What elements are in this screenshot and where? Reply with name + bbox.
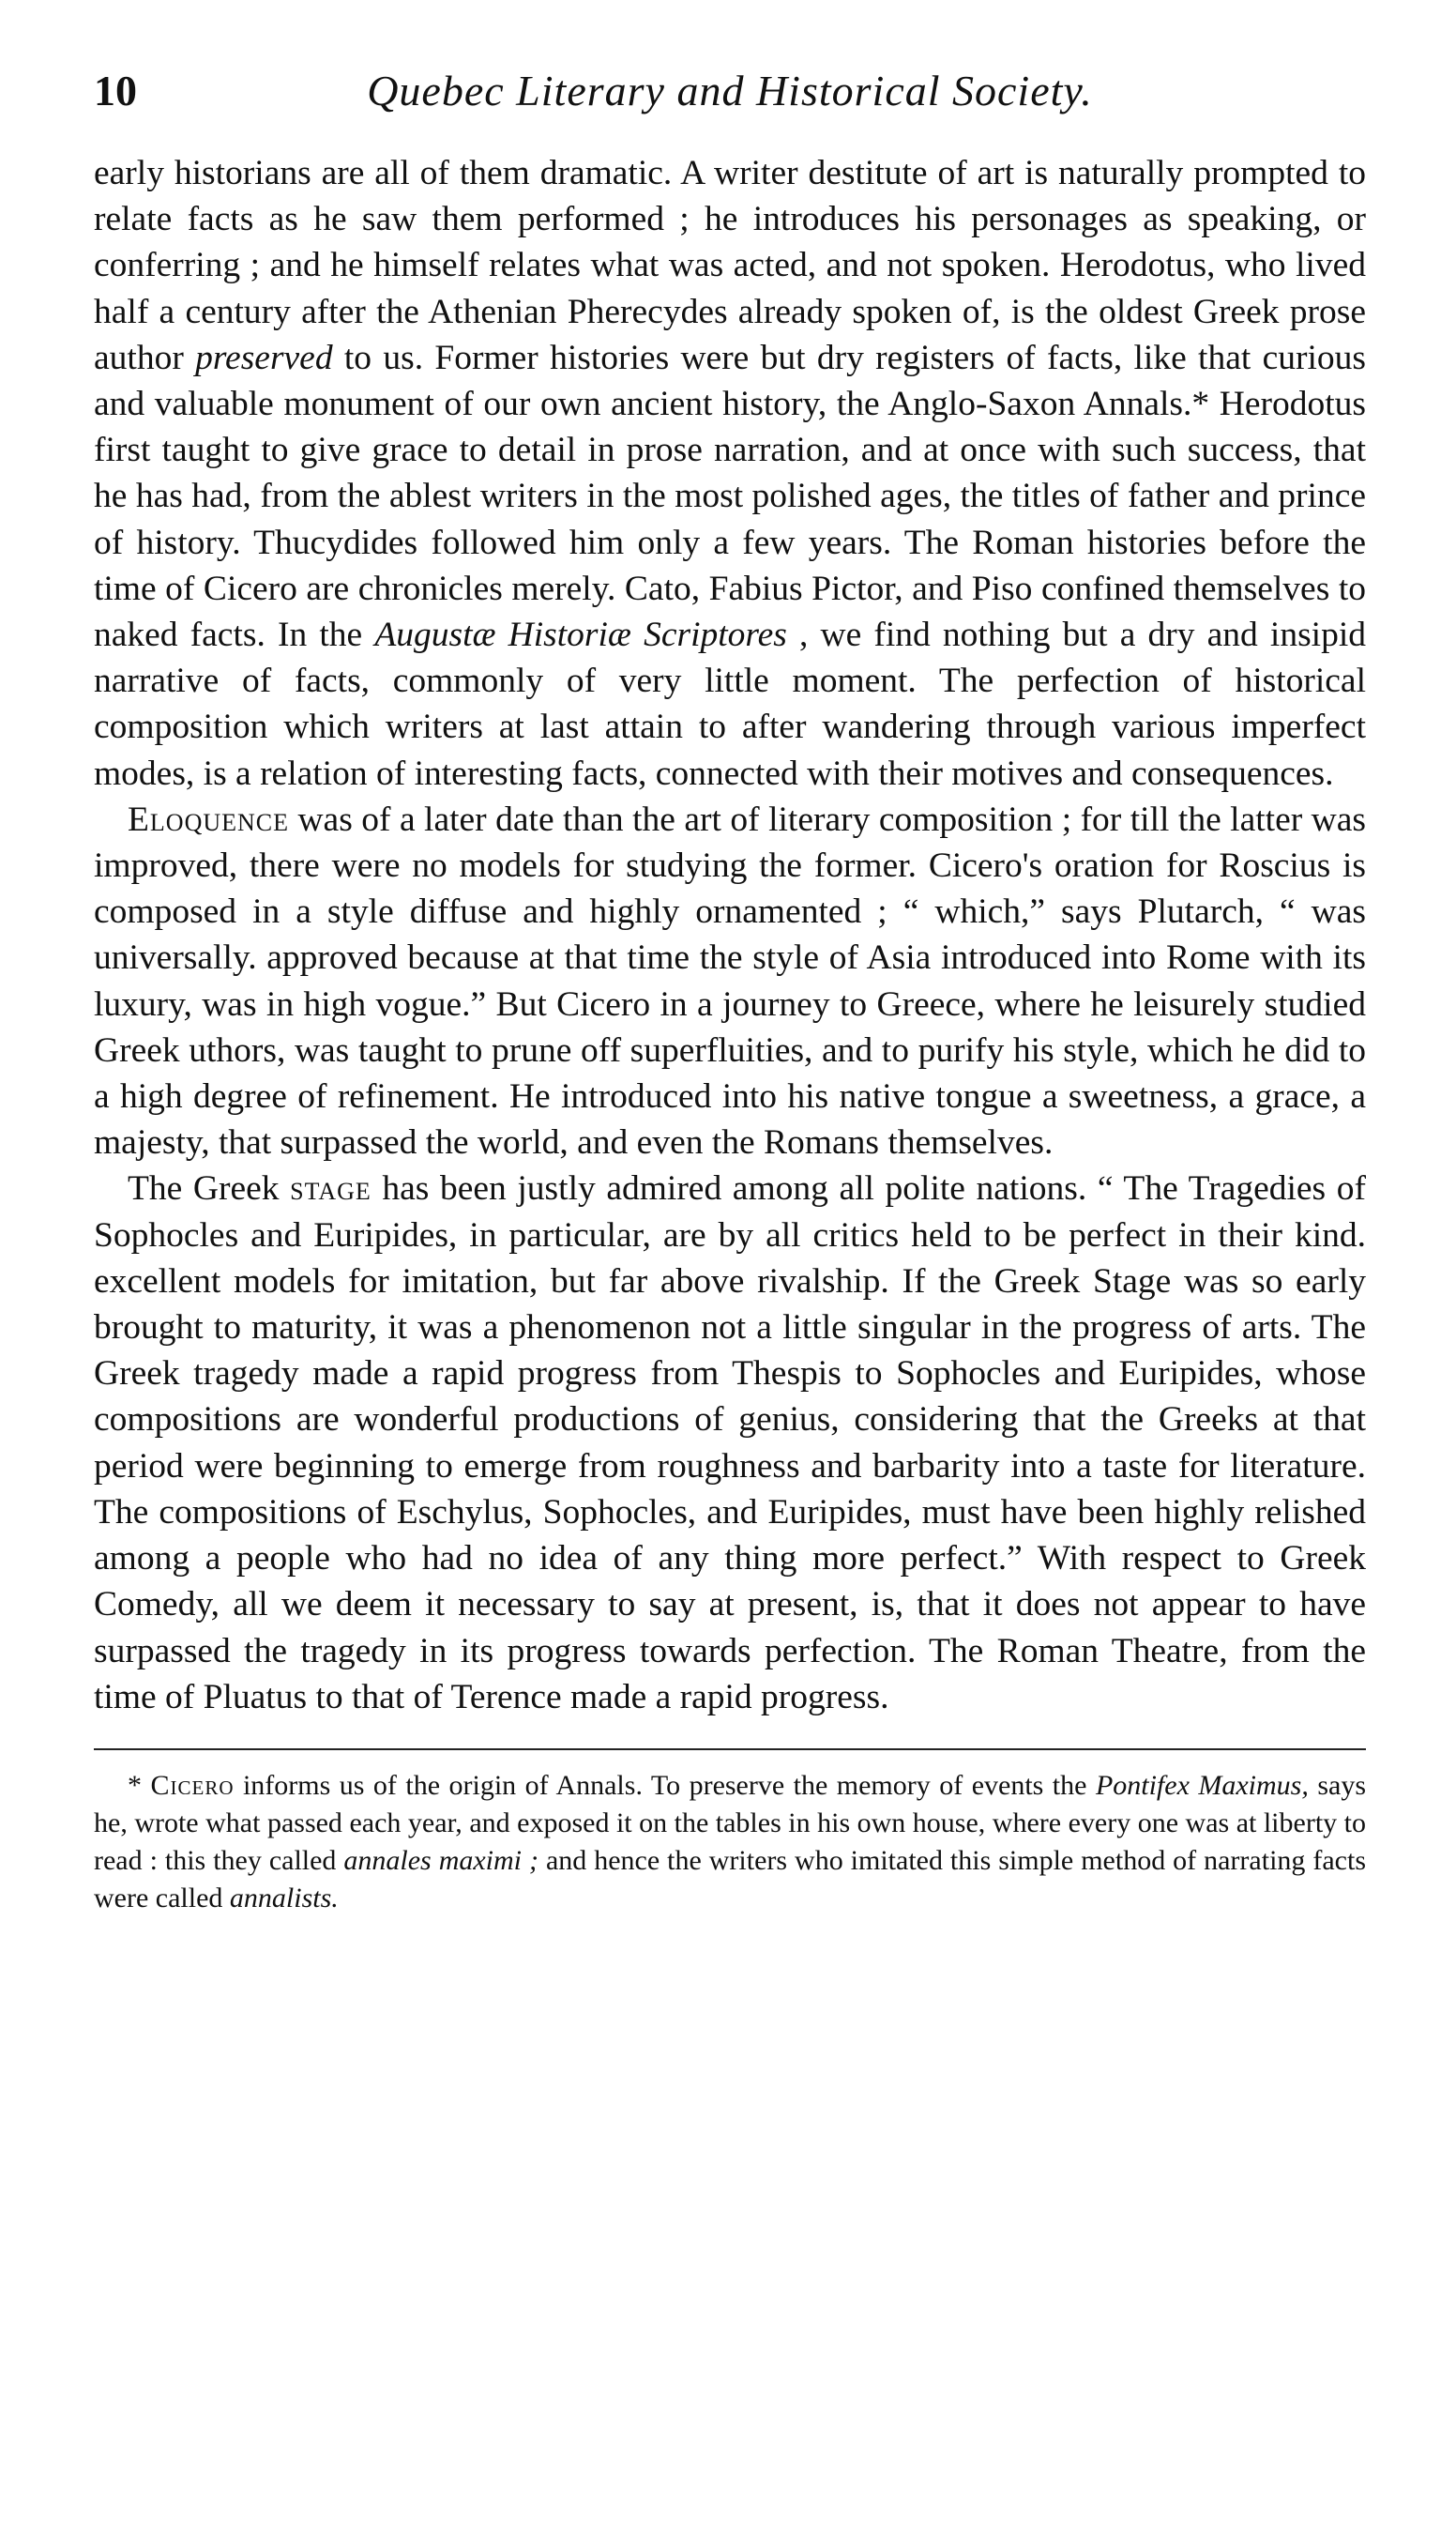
- small-caps-run: Eloquence: [128, 800, 289, 839]
- text-run: to us. Former histories were but dry registers of facts, like that curious and valuable monument of our own ancient history, the Anglo-Saxon Annals.* Herodotus first taught to give grace to detail in prose narration, and at once with such success, that he has had, from the ablest writers in the most polished ages, the titles of father and prince of history. Thucydides followed him only a few years. The Roman histories before the time of Cicero are chronicles merely. Cato, Fabius Pictor, and Piso confined themselves to naked facts. In the: [94, 338, 1366, 655]
- italic-run: Augustæ Historiæ Scriptores: [374, 616, 787, 655]
- italic-run: annalists.: [229, 1882, 339, 1913]
- page-number: 10: [94, 67, 137, 114]
- text-run: The Greek: [128, 1169, 291, 1209]
- text-run: early historians are all of them dramatic. A writer destitute of art is naturally prompted to relate facts as he saw them performed ; he introduces his personages as speaking, or conferring ; and he himself relates what was acted, and not spoken. Herodotus, who lived half a century after the Athenian Pherecydes already spoken of, is the oldest Greek prose author: [94, 154, 1366, 377]
- paragraph-eloquence: [94, 797, 1366, 1166]
- body-text: [94, 150, 1366, 1720]
- text-run: , we find nothing but a dry and insipid narrative of facts, commonly of very little moment. The perfection of historical composition which writers at last attain to after wandering through various imperfect modes, is a relation of interesting facts, connected with their motives and consequences.: [94, 616, 1366, 793]
- footnote: [94, 1767, 1366, 1917]
- book-page: [94, 56, 1366, 1917]
- italic-run: Pontifex Maximus,: [1095, 1769, 1309, 1801]
- small-caps-run: Cicero: [150, 1769, 235, 1801]
- italic-run: annales maximi ;: [343, 1844, 538, 1876]
- text-run: has been justly admired among all polite nations. “ The Tragedies of Sophocles and Euripides, in particular, are by all critics held to be perfect in their kind. excellent models for imitation, but far above rivalship. If the Greek Stage was so early brought to maturity, it was a phenomenon not a little singular in the progress of arts. The Greek tragedy made a rapid progress from Thespis to Sophocles and Euripides, whose compositions are wonderful productions of genius, considering that the Greeks at that period were beginning to emerge from roughness and barbarity into a taste for literature. The compositions of Eschylus, Sophocles, and Euripides, must have been highly relished among a people who had no idea of any thing more perfect.” With respect to Greek Comedy, all we deem it necessary to say at present, is, that it does not appear to have surpassed the tragedy in its progress towards perfection. The Roman Theatre, from the time of Pluatus to that of Terence made a rapid progress.: [94, 1169, 1366, 1716]
- page-header: [94, 56, 1366, 150]
- running-head: Quebec Literary and Historical Society.: [367, 67, 1093, 114]
- italic-run: preserved: [195, 338, 333, 377]
- text-run: says he, wrote what passed each year, and exposed it on the tables in his own house, where every one was at liberty to read : this they called: [94, 1769, 1366, 1876]
- text-run: informs us of the origin of Annals. To preserve the memory of events the: [234, 1769, 1096, 1801]
- footnote-marker: *: [128, 1769, 151, 1801]
- small-caps-run: stage: [290, 1169, 372, 1209]
- footnote-divider: [94, 1748, 1366, 1750]
- paragraph-greek-stage: [94, 1166, 1366, 1719]
- paragraph-historians: [94, 150, 1366, 797]
- text-run: was of a later date than the art of literary composition ; for till the latter was improved, there were no models for studying the former. Cicero's oration for Roscius is composed in a style diffuse and highly ornamented ; “ which,” says Plutarch, “ was universally. approved because at that time the style of Asia introduced into Rome with its luxury, was in high vogue.” But Cicero in a journey to Greece, where he leisurely studied Greek uthors, was taught to prune off superfluities, and to purify his style, which he did to a high degree of refinement. He introduced into his native tongue a sweetness, a grace, a majesty, that surpassed the world, and even the Romans themselves.: [94, 800, 1366, 1163]
- text-run: and hence the writers who imitated this simple method of narrating facts were called: [94, 1844, 1366, 1913]
